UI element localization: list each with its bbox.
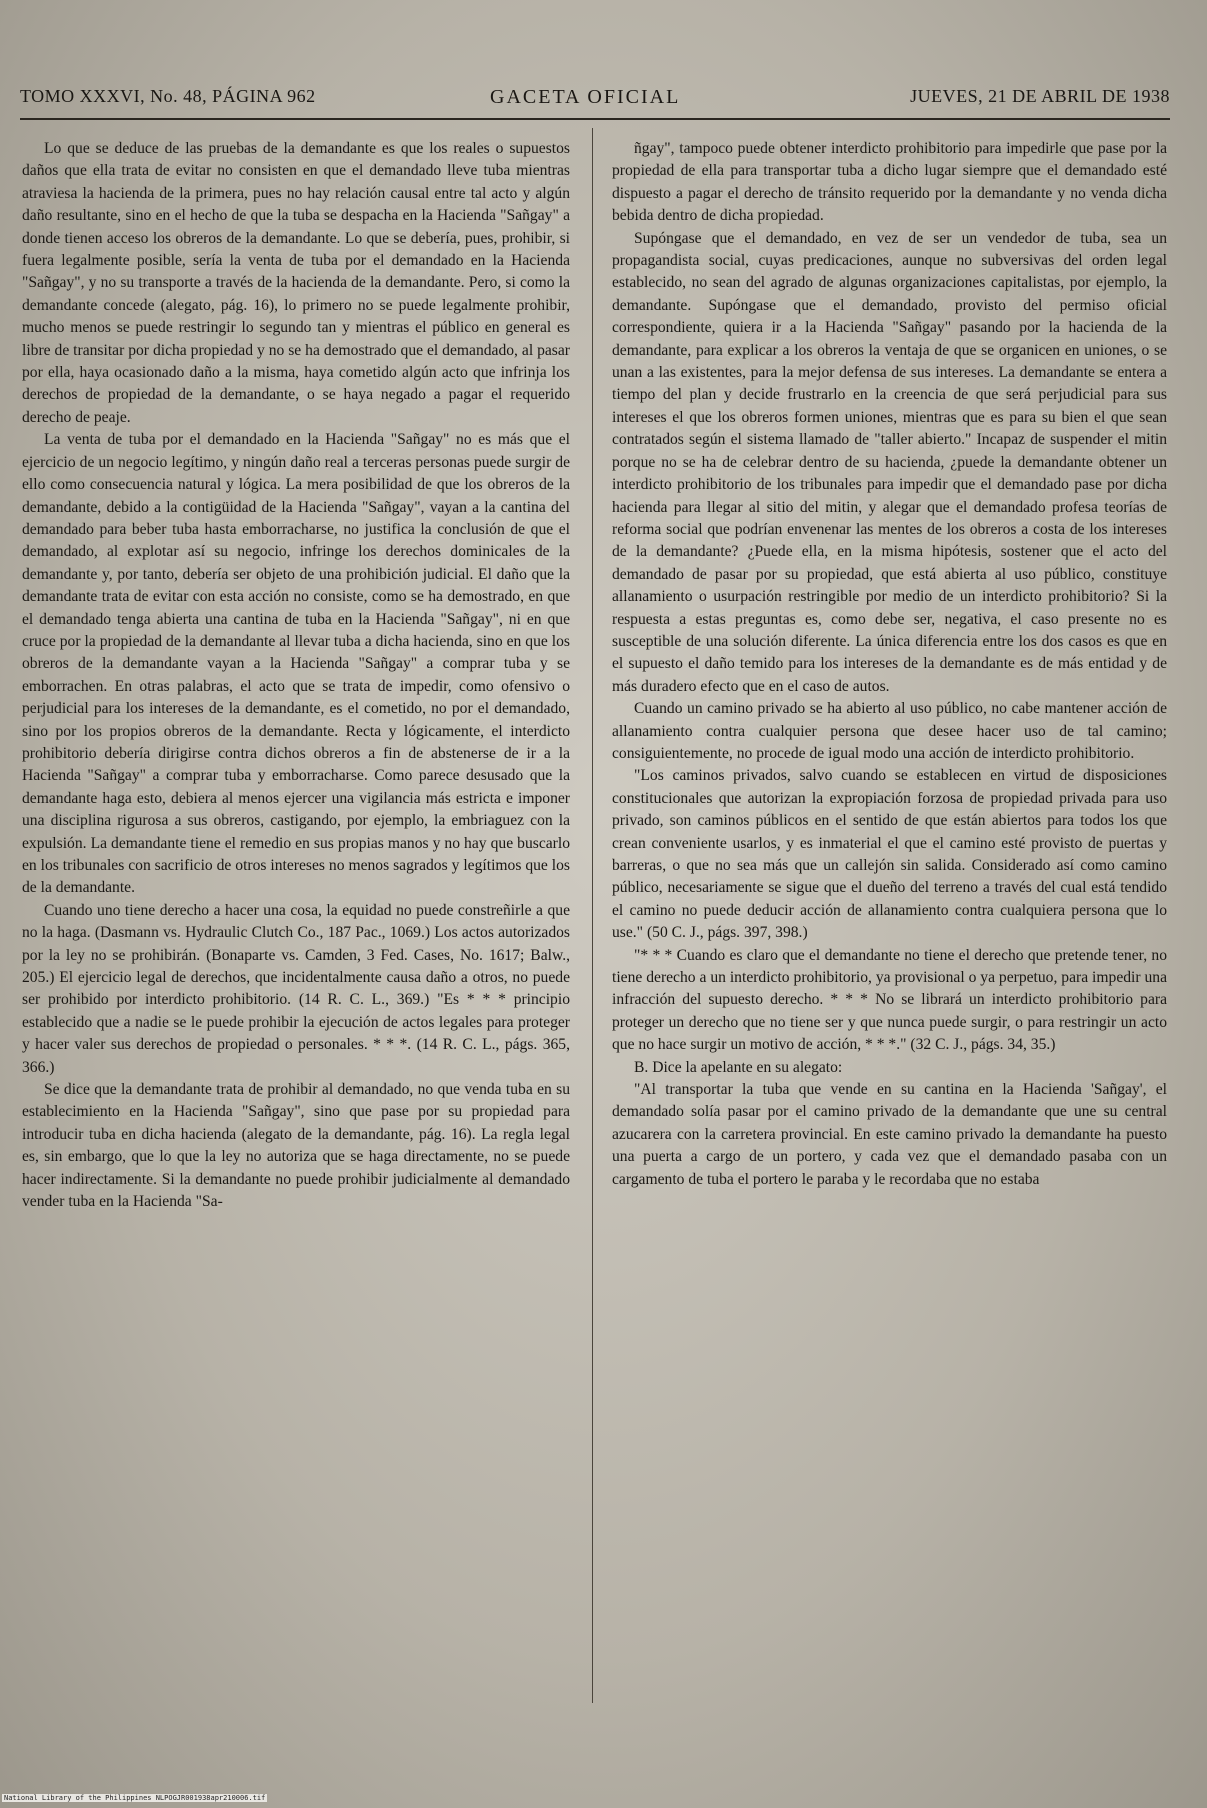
left-column: [22, 138, 570, 1703]
paragraph: Cuando uno tiene derecho a hacer una cosa, la equidad no puede constreñirle a que no la haga. (Dasmann vs. Hydraulic Clutch Co., 187 Pac., 1069.) Los actos autorizados por la ley no se prohibirán. (Bonaparte vs. Camden, 3 Fed. Cases, No. 1617; Balw., 205.) El ejercicio legal de derechos, que incidentalmente causa daño a otros, no puede ser prohibido por interdicto prohibitorio. (14 R. C. L., 369.) "Es * * * principio establecido que a nadie se le puede prohibir la ejecución de actos legales para proteger y hacer valer sus derechos de propiedad o personales. * * *. (14 R. C. L., págs. 365, 366.): [22, 901, 570, 1076]
volume-info: TOMO XXXVI, No. 48, PÁGINA 962: [20, 86, 316, 106]
publication-title: GACETA OFICIAL: [490, 86, 681, 108]
paragraph: "Los caminos privados, salvo cuando se establecen en virtud de disposiciones constitucionales que autorizan la expropiación forzosa de propiedad privada para uso privado, son caminos públicos en el sentido de que están abiertos para todos los que crean conveniente usarlos, y es inmaterial el que el camino esté provisto de puertas y barreras, o que no sea más que un callejón sin salida. Considerado así como camino público, necesariamente se sigue que el dueño del terreno a través del cual está tendido el camino no puede deducir acción de allanamiento contra cualquiera persona que lo use." (50 C. J., págs. 397, 398.): [612, 767, 1167, 942]
paragraph: "* * * Cuando es claro que el demandante no tiene el derecho que pretende tener, no tiene derecho a un interdicto prohibitorio, ya provisional o ya perpetuo, para impedir una infracción del supuesto derecho. * * * No se librará un interdicto prohibitorio para proteger un derecho que no tiene ser y que nunca puede surgir, o para restringir un acto que no hace surgir un motivo de acción, * * *." (32 C. J., págs. 34, 35.): [612, 946, 1167, 1054]
paragraph: B. Dice la apelante en su alegato:: [634, 1058, 843, 1076]
page-header: [20, 86, 1170, 116]
header-rule: [20, 118, 1170, 120]
paragraph: Lo que se deduce de las pruebas de la demandante es que los reales o supuestos daños que ella trata de evitar no consisten en que el demandado lleve tuba mientras atraviesa la hacienda de la primera, pues no hay relación causal entre tal acto y algún daño resultante, sino en el hecho de que la tuba se despacha en la Hacienda "Sañgay" a donde tienen acceso los obreros de la demandante. Lo que se debería, pues, prohibir, si fuera legalmente posible, sería la venta de tuba por el demandado en la Hacienda "Sañgay", y no su transporte a través de la hacienda de la demandante. Pero, si como la demandante concede (alegato, pág. 16), lo primero no se puede legalmente prohibir, mucho menos se puede restringir lo segundo tan y mientras el público en general es libre de transitar por dicha propiedad y no se ha demostrado que el demandado, al pasar por ella, haya ocasionado daño a la misma, haya cometido algún acto que infrinja los derechos de propiedad de la demandante, o se haya negado a pagar el requerido derecho de peaje.: [22, 140, 570, 426]
issue-date: JUEVES, 21 DE ABRIL DE 1938: [910, 86, 1170, 106]
paragraph: Supóngase que el demandado, en vez de ser un vendedor de tuba, sea un propagandista social, cuyas predicaciones, aunque no subversivas del orden legal establecido, no sean del agrado de algunas organizaciones capitalistas, por ejemplo, la demandante. Supóngase que el demandado, provisto del permiso oficial correspondiente, quiera ir a la Hacienda "Sañgay" pasando por la hacienda de la demandante, para explicar a los obreros la ventaja de que se organicen en uniones, o se unan a las existentes, para la mejor defensa de sus intereses. La demandante se entera a tiempo del plan y decide frustrarlo en la creencia de que será perjudicial para sus intereses el que los obreros formen uniones, mientras que es para su bien el que sean contratados según el sistema llamado de "taller abierto." Incapaz de suspender el mitin porque no se ha de celebrar dentro de su hacienda, ¿puede la demandante obtener un interdicto prohibitorio de los tribunales para impedir que el demandado pase por dicha hacienda para llegar al sitio del mitin, y alegar que el demandado profesa teorías de reforma social que podrían envenenar las mentes de los obreros a costa de los intereses de la demandante? ¿Puede ella, en la misma hipótesis, sostener que el acto del demandado de pasar por su propiedad, que está abierta al uso público, constituye allanamiento o usurpación restringible por medio de un interdicto prohibitorio? Si la respuesta a estas preguntas es, como debe ser, negativa, el caso presente no es susceptible de una solución diferente. La única diferencia entre los dos casos es que en el supuesto el daño temido para los intereses de la demandante es de más entidad y de más duradero efecto que en el caso de autos.: [612, 229, 1167, 695]
paragraph: "Al transportar la tuba que vende en su cantina en la Hacienda 'Sañgay', el demandado solía pasar por el camino privado de la demandante que une su central azucarera con la carretera provincial. En este camino privado la demandante ha puesto una puerta a cargo de un portero, y cada vez que el demandado pasaba con un cargamento de tuba el portero le paraba y le recordaba que no estaba: [612, 1081, 1167, 1188]
paragraph: ñgay", tampoco puede obtener interdicto prohibitorio para impedirle que pase por la propiedad de ella para transportar tuba a dicho lugar siempre que el demandado esté dispuesto a pagar el derecho de tránsito requerido por la demandante y no venda dicha bebida dentro de dicha propiedad.: [612, 140, 1167, 225]
paragraph: Cuando un camino privado se ha abierto al uso público, no cabe mantener acción de allanamiento contra cualquier persona que desee hacer uso de tal camino; consiguientemente, no procede de igual modo una acción de interdicto prohibitorio.: [612, 700, 1167, 762]
scan-footer: National Library of the Philippines NLPOGJR001938apr210006.tif: [4, 1794, 266, 1802]
right-column: [612, 138, 1167, 1703]
column-divider: [592, 128, 593, 1703]
paragraph: Se dice que la demandante trata de prohibir al demandado, no que venda tuba en su establecimiento en la Hacienda "Sañgay", sino que pase por su propiedad para introducir tuba en dicha hacienda (alegato de la demandante, pág. 16). La regla legal es, sin embargo, que lo que la ley no autoriza que se haga directamente, no se puede hacer indirectamente. Si la demandante no puede prohibir judicialmente al demandado vender tuba en la Hacienda "Sa-: [22, 1081, 570, 1211]
paragraph: La venta de tuba por el demandado en la Hacienda "Sañgay" no es más que el ejercicio de un negocio legítimo, y ningún daño real a terceras personas puede surgir de ello como consecuencia natural y lógica. La mera posibilidad de que los obreros de la demandante, debido a la contigüidad de la Hacienda "Sañgay", vayan a la cantina del demandado para beber tuba hasta emborracharse, no justifica la conclusión de que el demandado, al explotar así su negocio, infringe los derechos dominicales de la demandante y, por tanto, debería ser objeto de una prohibición judicial. El daño que la demandante trata de evitar con esta acción no consiste, como se ha demostrado, en que el demandado tenga abierta una cantina de tuba en la Hacienda "Sañgay", ni en que cruce por la propiedad de la demandante al llevar tuba a dicha hacienda, sino en que los obreros de la demandante vayan a la Hacienda "Sañgay" a comprar tuba y se emborrachen. En otras palabras, el acto que se trata de impedir, como ofensivo o perjudicial para los intereses de la demandante, es el cometido, no por el demandado, sino por los propios obreros de la demandante. Recta y lógicamente, el interdicto prohibitorio debería dirigirse contra dichos obreros a fin de abstenerse de ir a la Hacienda "Sañgay" a comprar tuba y emborracharse. Como parece desusado que la demandante haga esto, debiera al menos ejercer una vigilancia más estricta e imponer una disciplina rigurosa a sus obreros, castigando, por ejemplo, la embriaguez con la expulsión. La demandante tiene el remedio en sus propias manos y no hay que buscarlo en los tribunales con sacrificio de otros intereses no menos sagrados y legítimos que los de la demandante.: [22, 431, 570, 897]
